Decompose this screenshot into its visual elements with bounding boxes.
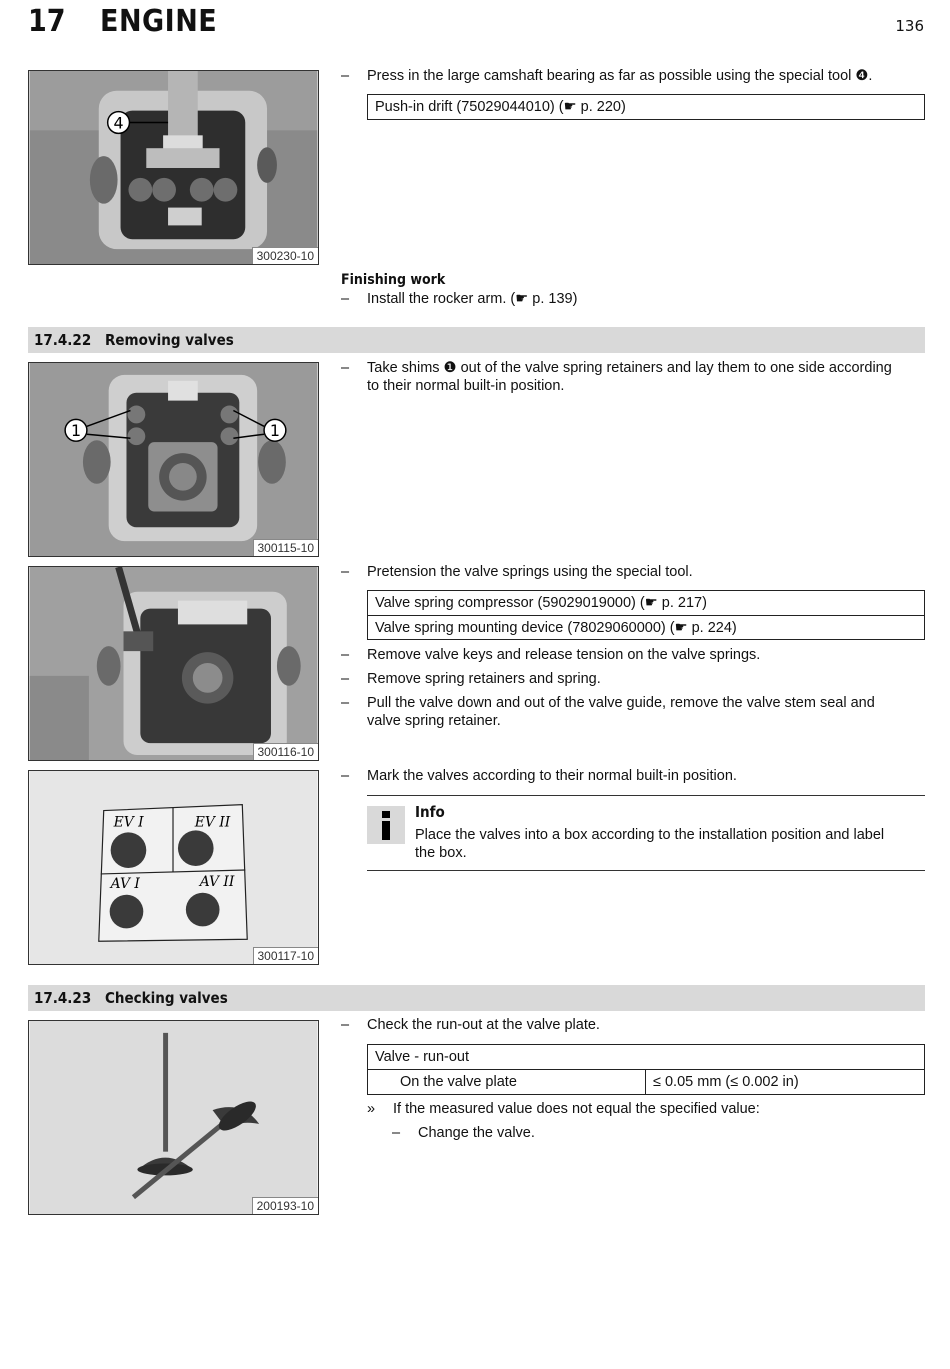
compressor-illustration: [29, 567, 318, 760]
finishing-work-heading: Finishing work: [341, 272, 446, 288]
step-text: Mark the valves according to their normal built-in position.: [367, 768, 737, 784]
step-dash: –: [341, 695, 350, 711]
spec-table-row: [368, 1070, 924, 1094]
photo-code: 300117-10: [253, 947, 319, 964]
step-take-shims: [341, 359, 925, 399]
condition-text: If the measured value does not equal the specified value:: [393, 1101, 760, 1117]
step-text: Change the valve.: [418, 1125, 535, 1141]
label-ev1: EV I: [113, 814, 144, 831]
step-dash: –: [341, 291, 350, 307]
photo-code: 300116-10: [253, 743, 319, 760]
step-dash: –: [341, 360, 350, 376]
callout-1-left: 1: [70, 421, 82, 441]
step-remove-retainers: [341, 670, 925, 688]
spec-value: ≤ 0.05 mm (≤ 0.002 in): [653, 1074, 799, 1090]
photo-code: 300230-10: [252, 247, 318, 264]
spec-label: On the valve plate: [368, 1070, 646, 1094]
photo-camshaft-bearing: [28, 70, 319, 265]
valves-illustration: [29, 1021, 318, 1214]
page-number: 136: [895, 17, 924, 35]
step-mark-valves: [341, 767, 925, 785]
section-title: Checking valves: [105, 989, 228, 1007]
chapter-title: ENGINE: [100, 4, 218, 39]
step-dash: –: [392, 1125, 401, 1141]
step-text-line1: Pull the valve down and out of the valve guide, remove the valve stem seal and: [367, 695, 875, 711]
spec-table-runout: [367, 1044, 925, 1095]
step-text: Remove valve keys and release tension on the valve springs.: [367, 647, 761, 663]
info-icon: [367, 806, 405, 844]
tool-valve-spring-compressor: Valve spring compressor (59029019000) (☛ p. 217): [375, 595, 707, 611]
chapter-number: 17: [28, 4, 66, 39]
info-title: Info: [415, 803, 445, 821]
step-dash: –: [341, 1017, 350, 1033]
cylinder-head-illustration: [29, 363, 318, 556]
step-text: Remove spring retainers and spring.: [367, 671, 601, 687]
label-ev2: EV II: [194, 814, 231, 831]
tool-push-in-drift: Push-in drift (75029044010) (☛ p. 220): [375, 99, 626, 115]
step-change-valve: [392, 1124, 925, 1142]
step-dash: –: [341, 671, 350, 687]
step-text-line2: valve spring retainer.: [367, 713, 501, 729]
step-install-rocker: [341, 290, 925, 308]
photo-shims: [28, 362, 319, 557]
label-av2: AV II: [199, 873, 235, 890]
section-number: 17.4.23: [34, 989, 92, 1007]
step-dash: –: [341, 564, 350, 580]
section-heading-checking-valves: [28, 985, 925, 1011]
step-dash: –: [341, 768, 350, 784]
step-pull-valve: [341, 694, 925, 734]
callout-1-right: 1: [269, 421, 280, 441]
step-remove-keys: [341, 646, 925, 664]
section-number: 17.4.22: [34, 331, 92, 349]
label-av1: AV I: [110, 875, 140, 892]
step-press-bearing: [341, 67, 925, 85]
info-text: [415, 826, 920, 862]
section-title: Removing valves: [105, 331, 234, 349]
step-check-runout: [341, 1016, 925, 1034]
step-text: Install the rocker arm. (☛ p. 139): [367, 291, 578, 307]
step-text: Pretension the valve springs using the special tool.: [367, 564, 693, 580]
step-text: Check the run-out at the valve plate.: [367, 1017, 600, 1033]
callout-4: 4: [113, 113, 124, 133]
tool-valve-spring-mounting: Valve spring mounting device (78029060000) (☛ p. 224): [368, 615, 924, 639]
step-text-line2: to their normal built-in position.: [367, 378, 565, 394]
engine-head-illustration: [29, 71, 318, 264]
info-text-line1: Place the valves into a box according to the installation position and label: [415, 827, 885, 843]
section-heading-removing-valves: [28, 327, 925, 353]
valve-box-illustration: [29, 771, 318, 964]
spec-table-header: Valve - run-out: [368, 1045, 924, 1070]
special-tool-box: [367, 590, 925, 640]
photo-spring-compressor: [28, 566, 319, 761]
step-dash: –: [341, 68, 350, 84]
photo-code: 200193-10: [252, 1197, 318, 1214]
condition-marker: »: [367, 1101, 376, 1117]
step-text-line1: Take shims ❶ out of the valve spring retainers and lay them to one side according: [367, 360, 892, 376]
info-box: [367, 795, 925, 871]
info-text-line2: the box.: [415, 845, 467, 861]
step-pretension: [341, 563, 925, 581]
photo-valves: [28, 1020, 319, 1215]
photo-code: 300115-10: [253, 539, 319, 556]
condition-not-specified: [367, 1100, 925, 1118]
photo-marked-valves: [28, 770, 319, 965]
step-text: Press in the large camshaft bearing as far as possible using the special tool ❹.: [367, 68, 873, 84]
special-tool-box: [367, 94, 925, 120]
step-dash: –: [341, 647, 350, 663]
